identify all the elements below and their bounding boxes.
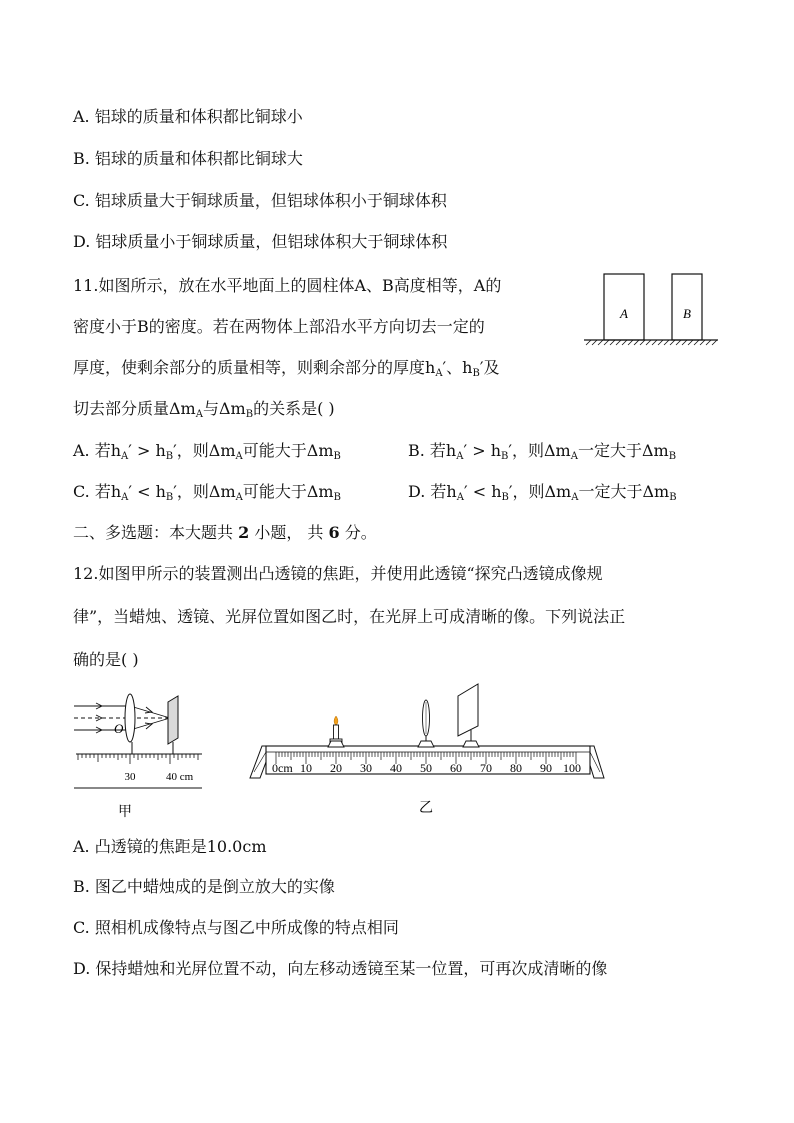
- q11-option-a: A. 若$h_A' > h_B'$，则$\Delta m_A$可能大于$\Delta m_B$: [73, 441, 341, 462]
- yi-tick-70: 70: [480, 761, 492, 775]
- parallel-rays: [74, 703, 174, 733]
- q11-stem-line3: 厚度，使剩余部分的质量相等，则剩余部分的厚度$h_A'$、$h_B'$及: [73, 358, 500, 379]
- light-screen: [168, 696, 178, 744]
- q10-option-c: C. 铝球质量大于铜球质量，但铝球体积小于铜球体积: [73, 191, 447, 210]
- yi-tick-40: 40: [390, 761, 402, 775]
- yi-tick-100: 100: [563, 761, 581, 775]
- figure-jia-focal-length: [70, 688, 210, 828]
- q12-option-c: C. 照相机成像特点与图乙中所成像的特点相同: [73, 918, 399, 937]
- q12-option-b: B. 图乙中蜡烛成的是倒立放大的实像: [73, 877, 335, 896]
- jia-tick-30: 30: [124, 771, 136, 783]
- q10-option-d: D. 铝球质量小于铜球质量，但铝球体积大于铜球体积: [73, 232, 448, 251]
- section-heading-multi-choice: 二、多选题：本大题共 2 小题， 共 6 分。: [73, 523, 377, 542]
- q12-stem-line2: 律”，当蜡烛、透镜、光屏位置如图乙时，在光屏上可成清晰的像。下列说法正: [73, 607, 626, 626]
- yi-tick-90: 90: [540, 761, 552, 775]
- q11-stem-line1: 11.如图所示，放在水平地面上的圆柱体A、B高度相等，A的: [73, 276, 502, 295]
- q10-option-a: A. 铝球的质量和体积都比铜球小: [73, 107, 303, 126]
- yi-tick-0: 0cm: [272, 761, 293, 775]
- q12-option-d: D. 保持蜡烛和光屏位置不动，向左移动透镜至某一位置，可再次成清晰的像: [73, 959, 608, 978]
- q12-stem-line1: 12.如图甲所示的装置测出凸透镜的焦距，并使用此透镜“探究凸透镜成像规: [73, 564, 603, 583]
- yi-tick-60: 60: [450, 761, 462, 775]
- yi-tick-30: 30: [360, 761, 372, 775]
- yi-tick-50: 50: [420, 761, 432, 775]
- q10-option-b: B. 铝球的质量和体积都比铜球大: [73, 149, 303, 168]
- optical-center-label: O: [114, 721, 124, 736]
- q11-stem-line2: 密度小于B的密度。若在两物体上部沿水平方向切去一定的: [73, 317, 485, 336]
- yi-tick-80: 80: [510, 761, 522, 775]
- candle-flame-icon: [334, 716, 338, 725]
- jia-caption: 甲: [118, 805, 132, 820]
- q12-option-a: A. 凸透镜的焦距是10.0cm: [73, 837, 267, 856]
- ground-hatching: [586, 340, 717, 345]
- q12-stem-line3: 确的是( ): [73, 650, 139, 669]
- bench-lens: [418, 700, 434, 747]
- q11-option-d: D. 若$h_A' < h_B'$，则$\Delta m_A$一定大于$\Delta m_B$: [408, 482, 677, 503]
- jia-tick-40: 40 cm: [166, 771, 194, 783]
- bench-screen: [458, 684, 479, 747]
- yi-caption: 乙: [419, 801, 433, 816]
- candle: [328, 716, 344, 747]
- cylinder-a-label: A: [620, 306, 628, 321]
- yi-tick-10: 10: [300, 761, 312, 775]
- cylinder-b-label: B: [683, 306, 691, 321]
- q11-cylinders-figure: [582, 272, 722, 352]
- q11-option-b: B. 若$h_A' > h_B'$，则$\Delta m_A$一定大于$\Delta m_B$: [408, 441, 677, 462]
- figure-yi-optical-bench: [248, 680, 608, 820]
- q11-option-c: C. 若$h_A' < h_B'$，则$\Delta m_A$可能大于$\Delta m_B$: [73, 482, 341, 503]
- q11-stem-line4: 切去部分质量$\Delta m_A$与$\Delta m_B$的关系是( ): [73, 399, 335, 420]
- jia-ruler-ticks: [78, 754, 198, 764]
- yi-tick-20: 20: [330, 761, 342, 775]
- convex-lens: [125, 694, 135, 742]
